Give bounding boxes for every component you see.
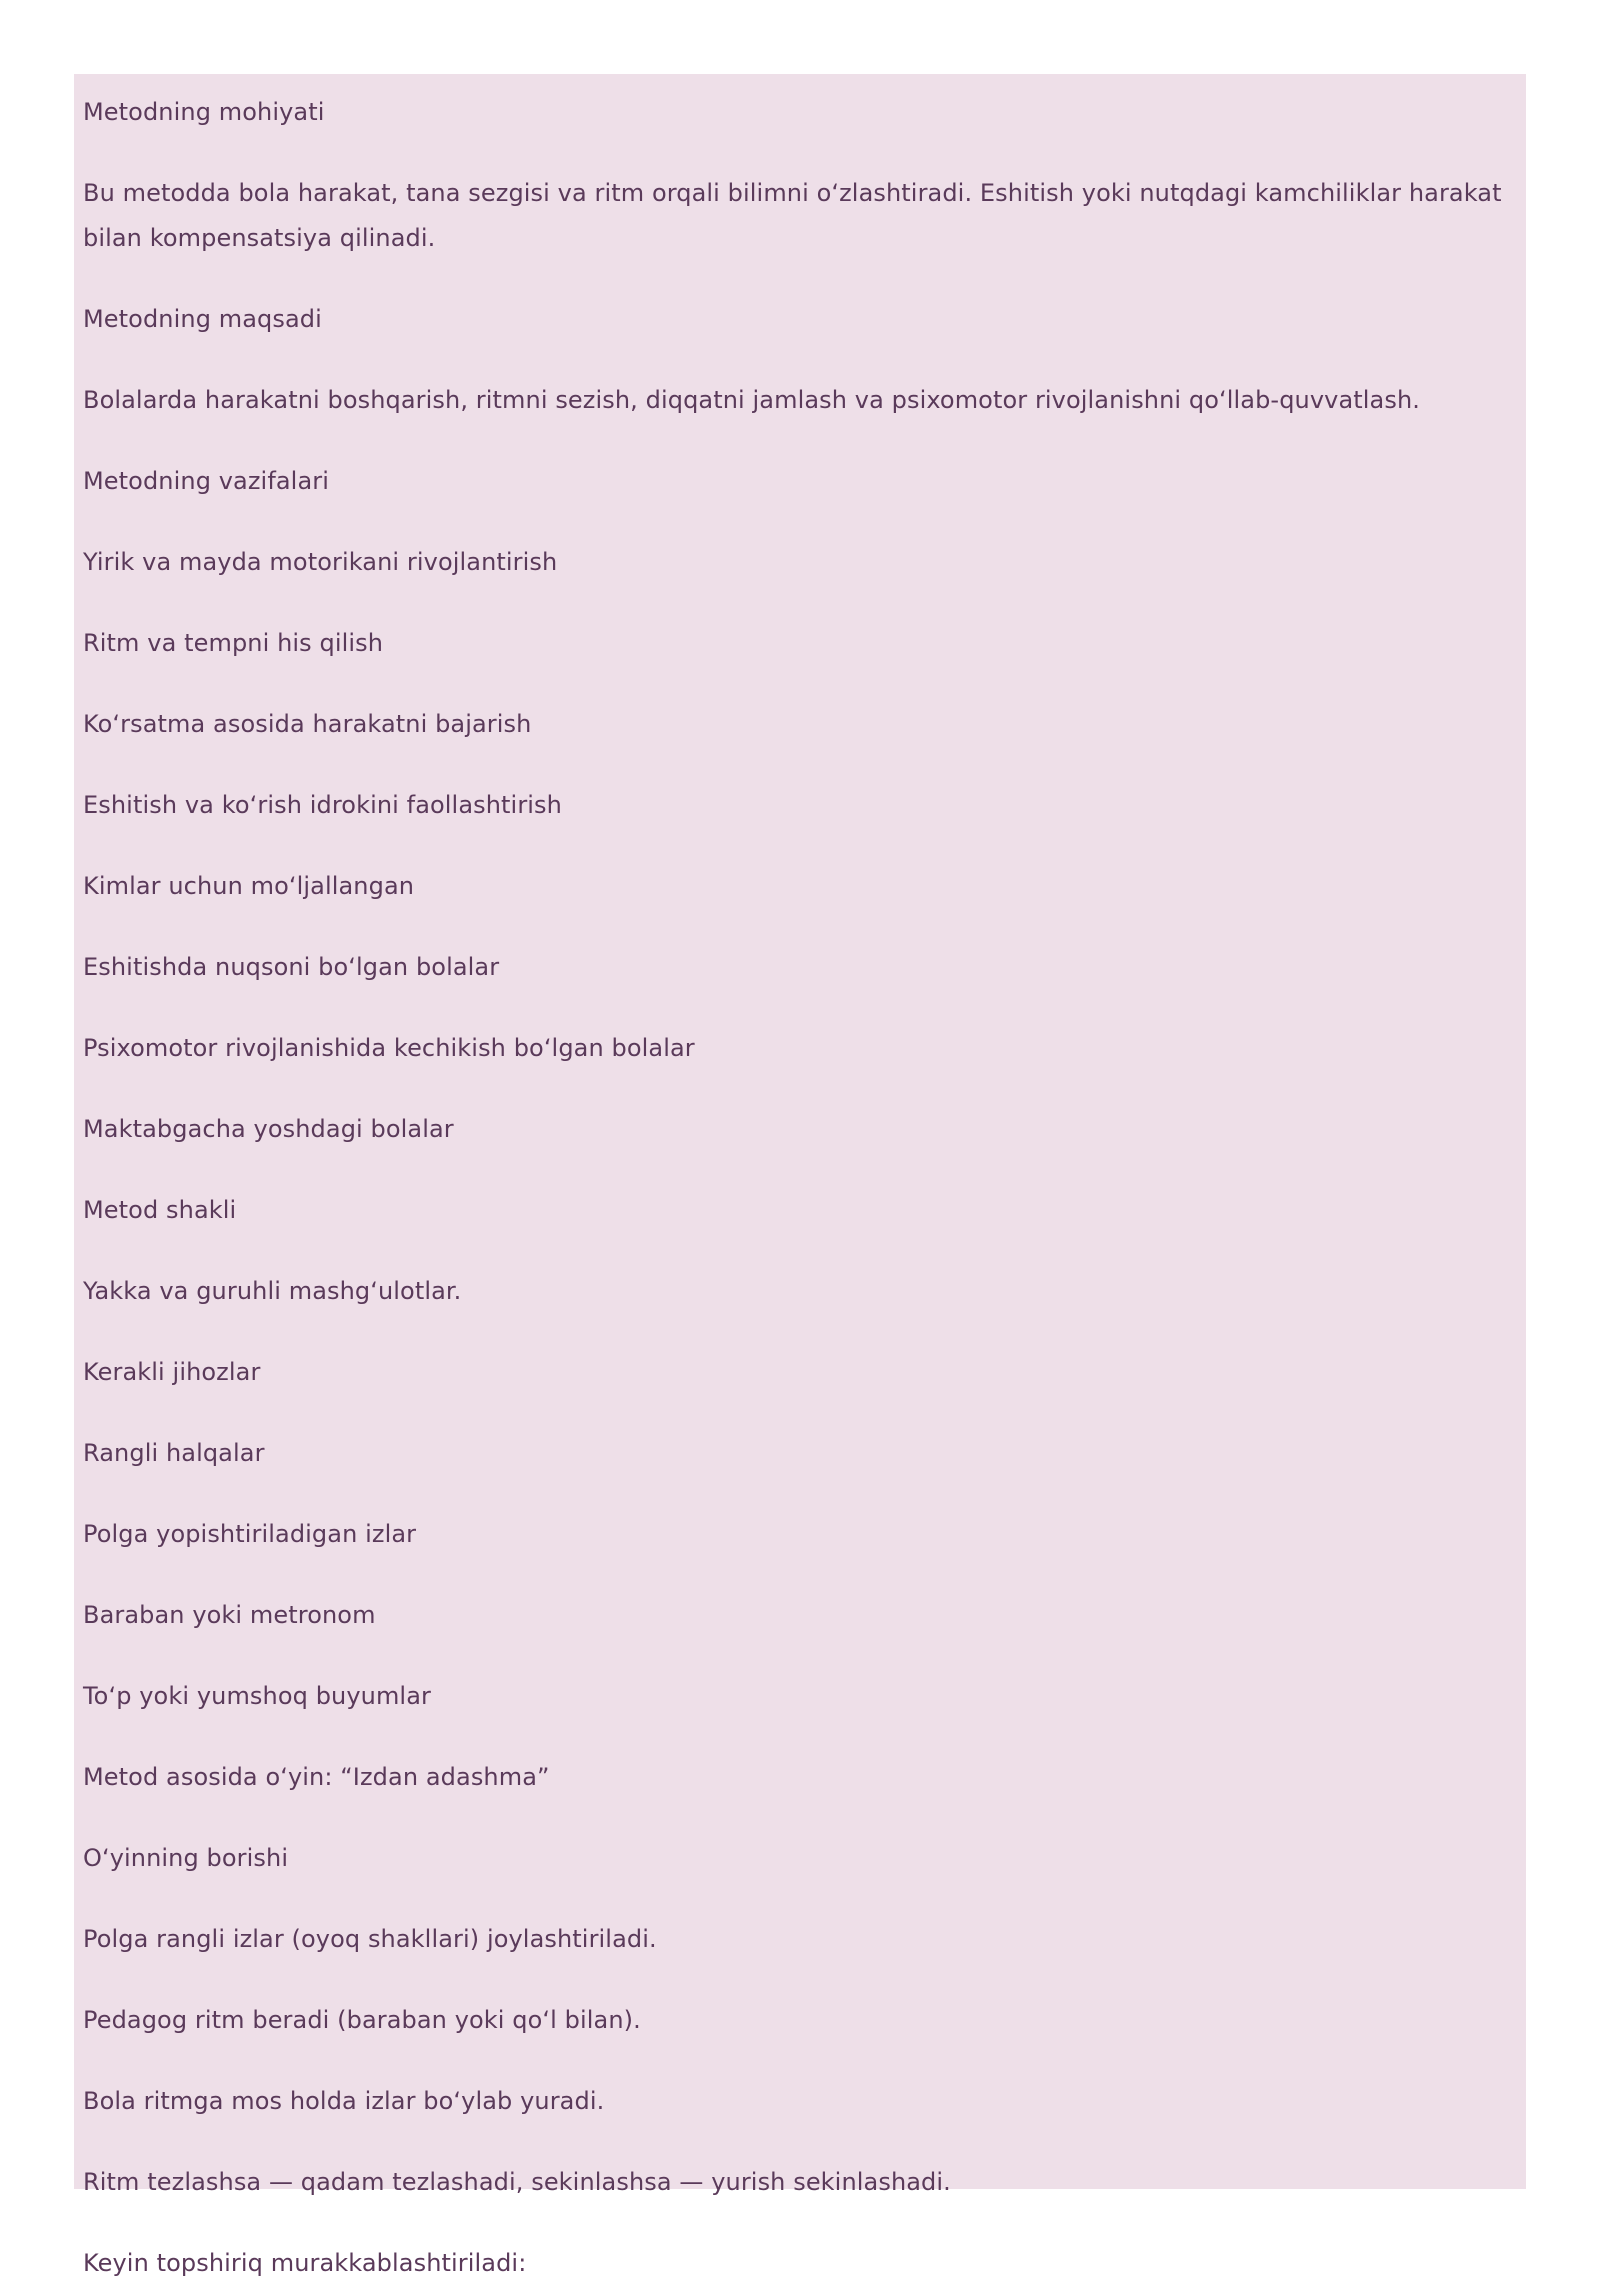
section-heading-game-process: O‘yinning borishi: [83, 1844, 289, 1872]
audience-item: Eshitishda nuqsoni bo‘lgan bolalar: [83, 953, 500, 981]
goal-description: Bolalarda harakatni boshqarish, ritmni sezish, diqqatni jamlash va psixomotor rivojlanishni qo‘llab-quvvatlash.: [83, 386, 1420, 414]
task-item: Ritm va tempni his qilish: [83, 629, 384, 657]
section-heading-goal: Metodning maqsadi: [83, 305, 322, 333]
equipment-item: Rangli halqalar: [83, 1439, 265, 1467]
document-content-panel: [74, 74, 1526, 2277]
section-heading-tasks: Metodning vazifalari: [83, 467, 329, 495]
audience-item: Maktabgacha yoshdagi bolalar: [83, 1115, 454, 1143]
game-step: Bola ritmga mos holda izlar bo‘ylab yuradi.: [83, 2087, 605, 2115]
equipment-item: Baraban yoki metronom: [83, 1601, 376, 1629]
game-step: Pedagog ritm beradi (baraban yoki qo‘l bilan).: [83, 2006, 641, 2034]
section-heading-essence: Metodning mohiyati: [83, 98, 325, 126]
task-item: Eshitish va ko‘rish idrokini faollashtirish: [83, 791, 562, 819]
task-item: Yirik va mayda motorikani rivojlantirish: [83, 548, 558, 576]
section-heading-game: Metod asosida o‘yin: “Izdan adashma”: [83, 1763, 550, 1791]
section-heading-equipment: Kerakli jihozlar: [83, 1358, 261, 1386]
section-heading-form: Metod shakli: [83, 1196, 237, 1224]
section-heading-audience: Kimlar uchun mo‘ljallangan: [83, 872, 415, 900]
essence-description: Bu metodda bola harakat, tana sezgisi va ritm orqali bilimni o‘zlashtiradi. Eshitish yoki nutqdagi kamchiliklar harakat bilan kompensatsiya qilinadi.: [83, 179, 1502, 252]
game-step: Keyin topshiriq murakkablashtiriladi:: [83, 2249, 527, 2277]
equipment-item: Polga yopishtiriladigan izlar: [83, 1520, 417, 1548]
game-step: Ritm tezlashsa — qadam tezlashadi, sekinlashsa — yurish sekinlashadi.: [83, 2168, 951, 2196]
game-step: Polga rangli izlar (oyoq shakllari) joylashtiriladi.: [83, 1925, 657, 1953]
task-item: Ko‘rsatma asosida harakatni bajarish: [83, 710, 532, 738]
audience-item: Psixomotor rivojlanishida kechikish bo‘lgan bolalar: [83, 1034, 695, 1062]
form-description: Yakka va guruhli mashg‘ulotlar.: [83, 1277, 462, 1305]
equipment-item: To‘p yoki yumshoq buyumlar: [83, 1682, 431, 1710]
